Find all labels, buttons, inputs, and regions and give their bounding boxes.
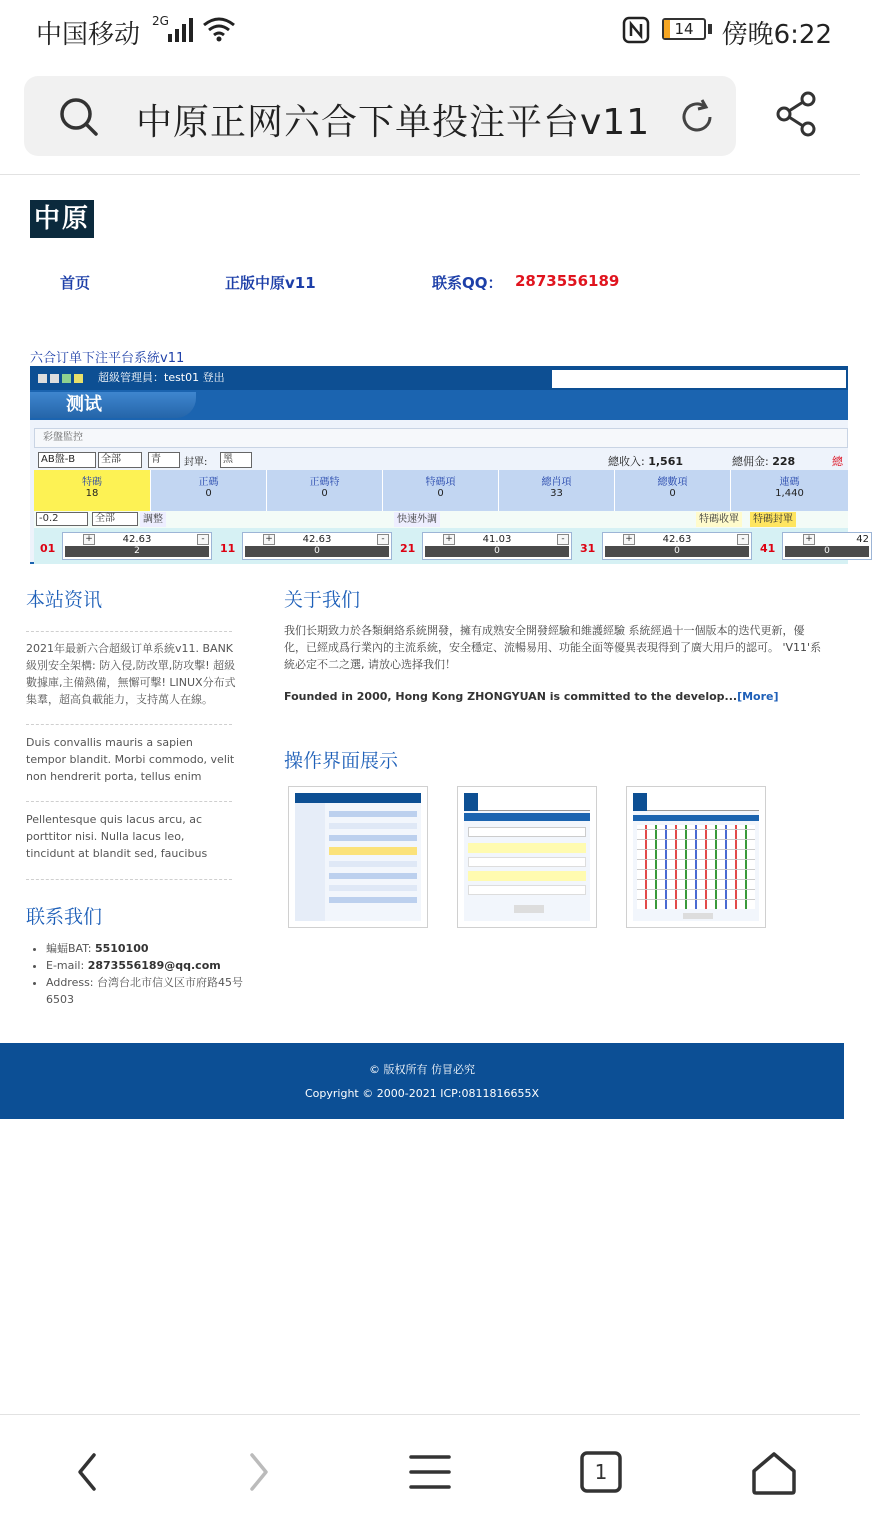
battery-icon — [662, 18, 706, 40]
stat-value: 18 — [85, 488, 99, 499]
home-icon[interactable] — [750, 1451, 798, 1495]
contact-address-value: 台湾台北市信义区市府路45号6503 — [46, 976, 244, 1006]
showcase-thumbnail[interactable] — [626, 786, 766, 928]
stat-value: 0 — [437, 488, 444, 499]
stat-label: 總數項 — [657, 477, 688, 488]
odds-select: -0.2 — [36, 512, 88, 526]
odds-value: 42.63 — [662, 534, 692, 545]
back-icon[interactable] — [72, 1451, 104, 1493]
contact-email-label: E-mail: — [46, 959, 85, 972]
battery-tip — [708, 24, 712, 34]
total-income-label: 總收入: — [608, 455, 645, 468]
stat-label: 特碼 — [82, 477, 102, 488]
reload-icon[interactable] — [676, 96, 718, 138]
banner-panel-label: 彩盤監控 — [34, 428, 848, 448]
stat-cell — [34, 470, 151, 512]
news-item: Duis convallis mauris a sapien tempor blandit. Morbi commodo, velit non hendrerit porta, tellus enim — [26, 736, 235, 783]
stat-cell — [151, 470, 267, 512]
thumbnail-image — [464, 793, 590, 921]
seal-label: 封單: — [184, 457, 208, 468]
tabs-button[interactable] — [580, 1451, 622, 1493]
stat-cell — [615, 470, 731, 512]
search-icon[interactable] — [58, 96, 100, 138]
minus-icon: - — [737, 534, 749, 545]
banner-select: 青 — [148, 452, 180, 468]
quick-adjust-tag: 快速外調 — [394, 512, 440, 527]
footer-rights: © 版权所有 仿冒必究 — [369, 1063, 475, 1076]
total-red-label: 總 — [832, 455, 843, 468]
news-divider — [26, 801, 232, 802]
contact-email — [46, 957, 246, 974]
scope-select: 全部 — [92, 512, 138, 526]
wifi-icon — [202, 16, 236, 42]
seal-tag: 特碼封單 — [750, 512, 796, 527]
window-dot — [62, 374, 71, 383]
showcase-thumbnail[interactable] — [288, 786, 428, 928]
contact-bat-label: 蝙蝠BAT: — [46, 942, 92, 955]
clock: 傍晚6:22 — [721, 20, 832, 50]
plus-icon: + — [623, 534, 635, 545]
toolbar-divider — [0, 174, 860, 175]
banner-controls — [34, 452, 848, 470]
stat-label: 正碼 — [198, 477, 219, 488]
stat-value: 0 — [669, 488, 676, 499]
contact-qq-number: 2873556189 — [515, 272, 620, 290]
forward-icon[interactable] — [242, 1451, 274, 1493]
number-label: 31 — [580, 542, 596, 555]
founded-text — [284, 690, 779, 703]
menu-icon[interactable] — [408, 1451, 452, 1493]
number-label: 21 — [400, 542, 416, 555]
window-dot — [38, 374, 47, 383]
stat-value: 0 — [321, 488, 328, 499]
banner-caption: 六合订单下注平台系統v11 — [30, 351, 185, 366]
contact-list — [46, 940, 246, 1008]
amount-bar: 0 — [425, 546, 569, 557]
stat-cell — [499, 470, 615, 512]
amount-bar: 0 — [245, 546, 389, 557]
banner-number-row — [34, 528, 869, 564]
banner-select: 黑 — [220, 452, 252, 468]
page-title[interactable]: 中原正网六合下单投注平台v11 — [136, 102, 651, 143]
collect-tag: 特碼收單 — [696, 512, 742, 527]
stat-cell — [731, 470, 848, 512]
amount-bar: 0 — [785, 546, 869, 557]
odds-value: 42.63 — [302, 534, 332, 545]
stat-cell — [267, 470, 383, 512]
site-logo[interactable]: 中原 — [30, 200, 94, 238]
plus-icon: + — [803, 534, 815, 545]
total-commission-label: 總佣金: — [732, 455, 769, 468]
contact-email-value[interactable]: 2873556189@qq.com — [87, 959, 221, 972]
news-divider — [26, 631, 232, 632]
stat-value: 33 — [550, 488, 563, 499]
amount-bar: 2 — [65, 546, 209, 557]
number-label: 41 — [760, 542, 776, 555]
minus-icon: - — [557, 534, 569, 545]
more-link[interactable]: [More] — [737, 690, 779, 703]
total-commission: 228 — [772, 455, 796, 468]
thumbnail-image — [295, 793, 421, 921]
window-dot — [74, 374, 83, 383]
stat-value: 1,440 — [775, 488, 804, 499]
about-text: 我们长期致力於各類網絡系統開發，擁有成熟安全開發經驗和維護經驗 系統經過十一個版本的迭代更新，優化，已經成爲行業內的主流系統，安全穩定、流暢易用、功能全面等優異表現得到了廣大用戶的認可。 'V11'系統必定不二之選, 请放心选择我们！ — [284, 624, 822, 671]
about-title: 关于我们 — [284, 589, 361, 611]
browser-bottom-bar — [0, 1414, 860, 1528]
news-divider — [26, 724, 232, 725]
address-bar[interactable] — [24, 76, 736, 156]
stat-label: 連碼 — [779, 477, 800, 488]
news-title: 本站资讯 — [26, 589, 103, 611]
stat-label: 正碼特 — [309, 477, 340, 488]
news-divider — [26, 879, 232, 880]
site-footer — [0, 1043, 844, 1119]
banner-admin-bar — [30, 366, 550, 390]
network-type: 2G — [152, 14, 169, 28]
banner-admin-text: 超級管理員：test01 登出 — [98, 371, 225, 384]
total-income: 1,561 — [648, 455, 684, 468]
stat-label: 總肖項 — [541, 477, 572, 488]
stat-label: 特碼項 — [425, 477, 456, 488]
banner-select: AB盤-B — [38, 452, 96, 468]
number-label: 01 — [40, 542, 56, 555]
founded-summary: Founded in 2000, Hong Kong ZHONGYUAN is committed to the develop... — [284, 690, 738, 703]
banner-screenshot — [30, 366, 869, 564]
stat-cell — [383, 470, 499, 512]
tab-count: 1 — [594, 1460, 608, 1484]
battery-level: 14 — [674, 20, 694, 38]
odds-value: 42.63 — [122, 534, 152, 545]
banner-stats — [34, 470, 848, 512]
contact-qq-label: 联系QQ： — [432, 274, 503, 292]
minus-icon: - — [197, 534, 209, 545]
status-bar — [0, 0, 860, 60]
odds-value: 41.03 — [482, 534, 512, 545]
contact-bat — [46, 940, 246, 957]
carrier-name: 中国移动 — [36, 20, 141, 50]
number-label: 11 — [220, 542, 236, 555]
contact-address-label: Address: — [46, 976, 94, 989]
plus-icon: + — [263, 534, 275, 545]
news-item: Pellentesque quis lacus arcu, ac porttitor nisi. Nulla lacus leo, tincidunt at blandit sed, faucibus — [26, 813, 208, 860]
banner-test-label: 测试 — [30, 392, 196, 418]
plus-icon: + — [83, 534, 95, 545]
banner-top-input — [552, 370, 846, 388]
thumbnail-image — [633, 793, 759, 921]
contact-title: 联系我们 — [26, 906, 103, 928]
news-item: 2021年最新六合超級订单系統v11. BANK級別安全架構: 防入侵,防改單,防攻擊! 超級數據庫,主備熱備，無懈可擊! LINUX分布式集羣，超高負載能力，支持萬人在線。 — [26, 642, 236, 706]
contact-bat-value: 5510100 — [94, 942, 149, 955]
showcase-title: 操作界面展示 — [284, 750, 399, 772]
banner-adjust-row — [34, 511, 848, 528]
amount-bar: 0 — [605, 546, 749, 557]
nav-official-link[interactable]: 正版中原v11 — [225, 274, 316, 292]
window-dot — [50, 374, 59, 383]
contact-address — [46, 974, 246, 1008]
stat-value: 0 — [205, 488, 212, 499]
adjust-tag: 調整 — [140, 512, 166, 527]
footer-copyright: Copyright © 2000-2021 ICP:0811816655X — [305, 1087, 539, 1100]
odds-value: 42 — [856, 534, 869, 545]
nfc-icon — [622, 16, 650, 44]
minus-icon: - — [377, 534, 389, 545]
showcase-thumbnail[interactable] — [457, 786, 597, 928]
plus-icon: + — [443, 534, 455, 545]
signal-icon — [168, 18, 196, 42]
share-icon[interactable] — [772, 90, 820, 138]
banner-select: 全部 — [98, 452, 142, 468]
nav-home-link[interactable]: 首页 — [60, 274, 91, 292]
